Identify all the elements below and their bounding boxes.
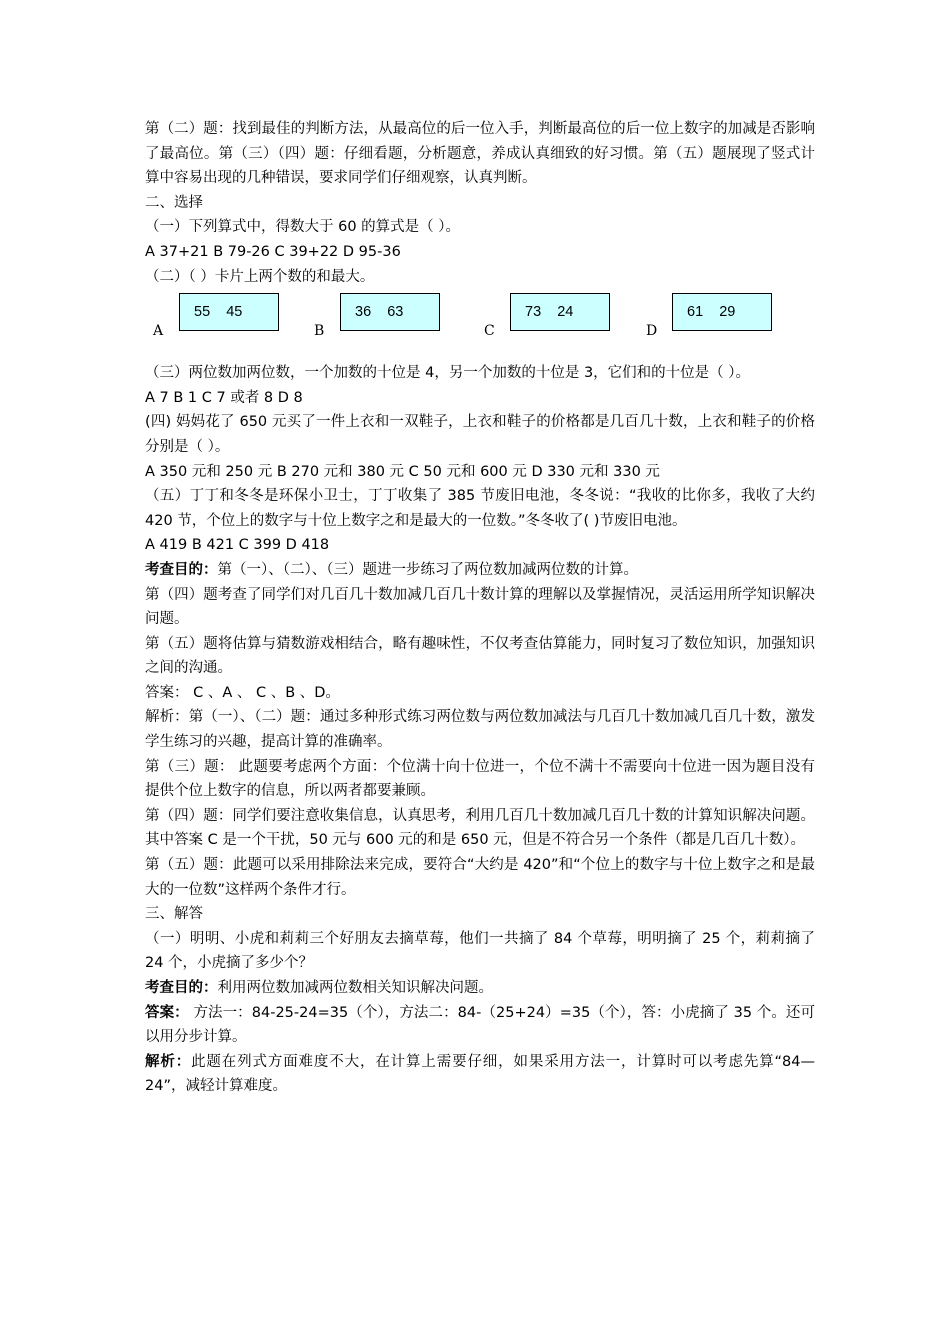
answer-analysis (145, 1050, 815, 1099)
choice-question-3: （三）两位数加两位数，一个加数的十位是 4，另一个加数的十位是 3，它们和的十位是（ ）。 (145, 365, 751, 382)
answer-question-1: （一）明明、小虎和莉莉三个好朋友去摘草莓，他们一共摘了 84 个草莓，明明摘了 25 个，莉莉摘了 24 个，小虎摘了多少个？ (145, 930, 815, 972)
answer-solution (145, 1001, 815, 1050)
choice-purpose-2: 第（四）题考查了同学们对几百几十数加减几百几十数计算的理解以及掌握情况，灵活运用所学知识解决问题。 (145, 586, 815, 628)
answer-purpose (145, 976, 815, 1001)
section-heading-choice: 二、选择 (145, 194, 203, 211)
purpose-label: 考查目的： (145, 561, 218, 578)
intro-paragraph: 第（二）题：找到最佳的判断方法，从最高位的后一位入手，判断最高位的后一位上数字的加减是否影响了最高位。第（三）（四）题：仔细看题，分析题意，养成认真细致的好习惯。第（五）题展现了竖式计算中容易出现的几种错误，要求同学们仔细观察，认真判断。 (145, 121, 815, 187)
choice-question-4: (四) 妈妈花了 650 元买了一件上衣和一双鞋子，上衣和鞋子的价格都是几百几十数，上衣和鞋子的价格分别是（ ）。 (145, 414, 815, 455)
purpose-text: 第（一）、（二）、（三）题进一步练习了两位数加减两位数的计算。 (217, 561, 638, 578)
answer-analysis-label: 解析： (145, 1053, 192, 1070)
document-body (145, 117, 815, 1099)
choice-purpose (145, 558, 815, 583)
choice-analysis-5: 第（五）题：此题可以采用排除法来完成，要符合“大约是 420”和“个位上的数字与十位上数字之和是最大的一位数”这样两个条件才行。 (145, 857, 815, 898)
answer-solution-label: 答案： (145, 1004, 189, 1021)
choice-question-1: （一）下列算式中，得数大于 60 的算式是（ ）。 (145, 219, 461, 236)
card-letter-c: C (484, 323, 495, 340)
choice-question-5-options: A 419 B 421 C 399 D 418 (145, 537, 330, 554)
choice-answer: 答案： C 、A 、 C 、B 、D。 (145, 684, 340, 701)
choice-analysis-4: 第（四）题：同学们要注意收集信息，认真思考，利用几百几十数加减几百几十数的计算知识解决问题。其中答案 C 是一个干扰，50 元与 600 元的和是 650 元，但是不符合另一个条件（都是几百几十数）。 (145, 807, 815, 849)
choice-analysis-3: 第（三）题： 此题要考虑两个方面：个位满十向十位进一，个位不满十不需要向十位进一因为题目没有提供个位上数字的信息，所以两者都要兼顾。 (145, 758, 815, 800)
number-card-a: 55 45 (179, 293, 279, 331)
choice-question-2: （二）（ ）卡片上两个数的和最大。 (145, 268, 375, 285)
choice-question-4-options: A 350 元和 250 元 B 270 元和 380 元 C 50 元和 600 元 D 330 元和 330 元 (145, 463, 660, 480)
answer-solution-text: 方法一：84-25-24=35（个），方法二：84-（25+24）=35（个），答：小虎摘了 35 个。还可以用分步计算。 (145, 1004, 816, 1046)
answer-analysis-text: 此题在列式方面难度不大，在计算上需要仔细，如果采用方法一，计算时可以考虑先算“84—24”，减轻计算难度。 (145, 1053, 816, 1095)
choice-purpose-3: 第（五）题将估算与猜数游戏相结合，略有趣味性，不仅考查估算能力，同时复习了数位知识，加强知识之间的沟通。 (145, 635, 815, 677)
number-card-d: 61 29 (672, 293, 772, 331)
section-heading-answer: 三、解答 (145, 906, 203, 923)
choice-analysis-1: 解析：第（一）、（二）题：通过多种形式练习两位数与两位数加减法与几百几十数加减几百几十数，激发学生练习的兴趣，提高计算的准确率。 (145, 709, 815, 751)
answer-purpose-label: 考查目的： (145, 980, 218, 996)
card-letter-d: D (646, 323, 658, 340)
number-cards-row (145, 293, 815, 345)
choice-question-5: （五）丁丁和冬冬是环保小卫士，丁丁收集了 385 节废旧电池，冬冬说：“我收的比你多，我收了大约 420 节，个位上的数字与十位上数字之和是最大的一位数。”冬冬收了( )节废旧电池。 (145, 488, 815, 529)
card-letter-b: B (314, 323, 325, 340)
number-card-c: 73 24 (510, 293, 610, 331)
choice-question-1-options: A 37+21 B 79-26 C 39+22 D 95-36 (145, 243, 401, 260)
choice-question-3-options: A 7 B 1 C 7 或者 8 D 8 (145, 389, 303, 406)
answer-purpose-text: 利用两位数加减两位数相关知识解决问题。 (217, 980, 493, 996)
card-letter-a: A (153, 323, 164, 340)
number-card-b: 36 63 (340, 293, 440, 331)
